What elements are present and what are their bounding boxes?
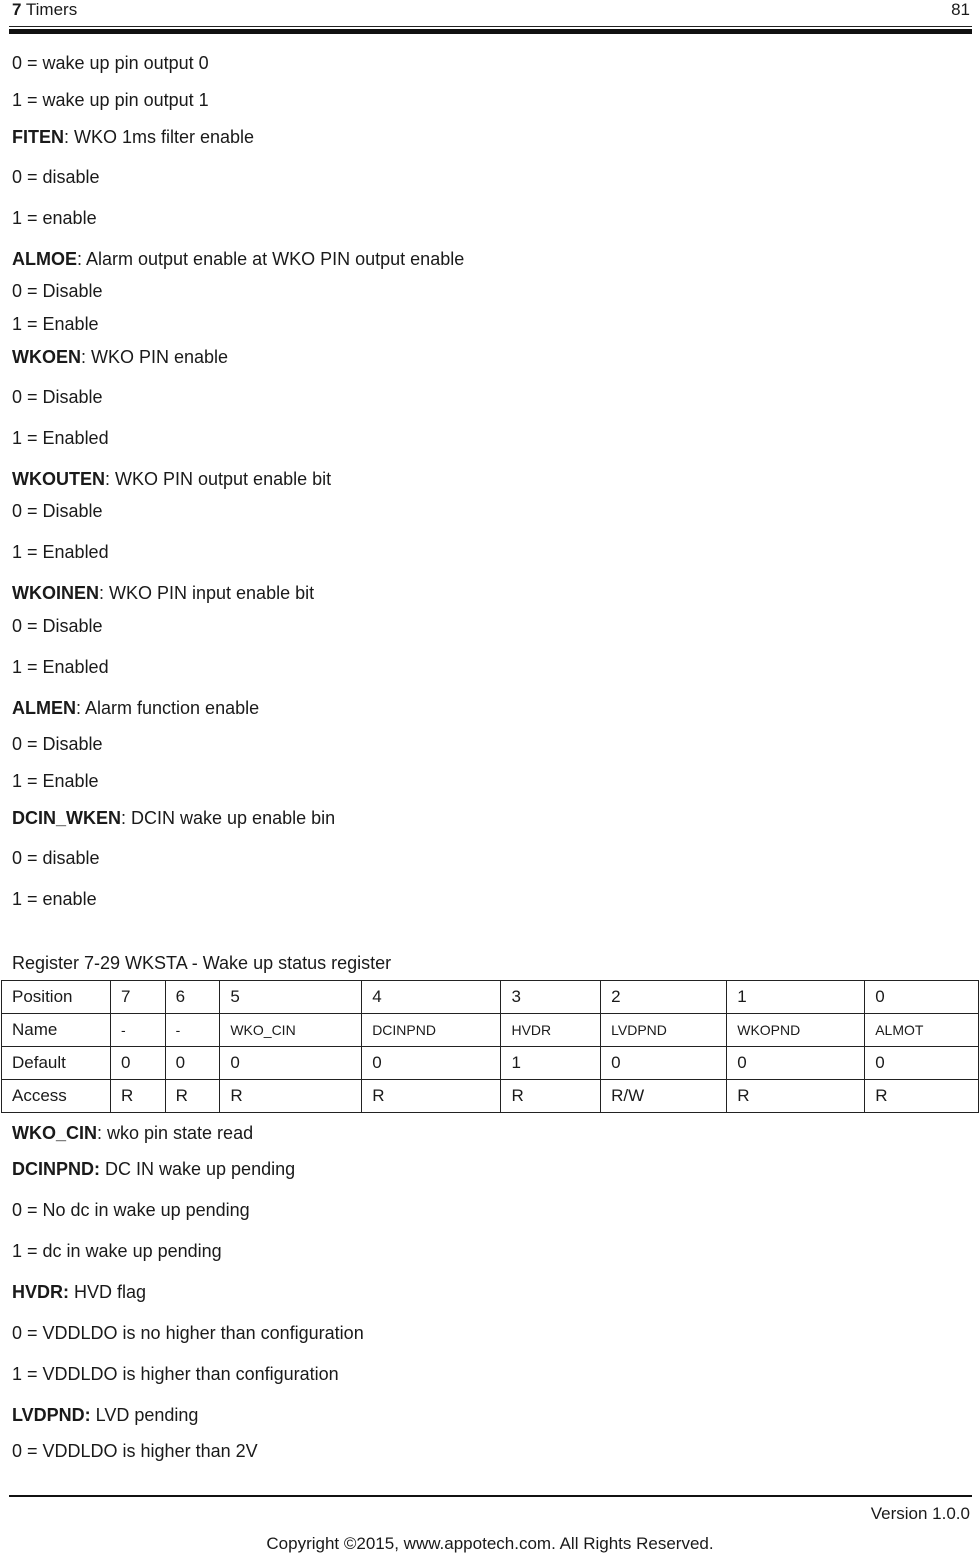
chapter-heading [12, 0, 77, 20]
table-cell: R/W [601, 1080, 727, 1113]
table-cell: 0 [220, 1047, 362, 1080]
table-row-name [2, 1014, 979, 1047]
page-number: 81 [951, 0, 970, 19]
field-line: 0 = wake up pin output 0 [12, 53, 209, 73]
field-line: 0 = Disable [12, 616, 103, 636]
table-cell: 5 [220, 981, 362, 1014]
table-cell: 0 [111, 1047, 166, 1080]
field-line: 1 = wake up pin output 1 [12, 90, 209, 110]
table-cell: Position [2, 981, 111, 1014]
field-line: DCINPND: DC IN wake up pending [12, 1159, 296, 1179]
header-rule-thin [9, 26, 972, 27]
field-line: FITEN: WKO 1ms filter enable [12, 127, 255, 147]
table-cell: 2 [601, 981, 727, 1014]
table-cell: 0 [727, 1047, 865, 1080]
field-line: 0 = Disable [12, 734, 103, 754]
table-cell: LVDPND [601, 1014, 727, 1047]
table-cell: HVDR [501, 1014, 601, 1047]
field-line: WKOEN: WKO PIN enable [12, 347, 229, 367]
chapter-number: 7 [12, 0, 22, 19]
table-cell: R [220, 1080, 362, 1113]
table-cell: 6 [165, 981, 220, 1014]
field-line: 1 = Enabled [12, 542, 109, 562]
field-line: 0 = VDDLDO is higher than 2V [12, 1441, 258, 1461]
field-line: 1 = enable [12, 889, 97, 909]
table-cell: WKOPND [727, 1014, 865, 1047]
field-line: 0 = Disable [12, 281, 103, 301]
table-cell: DCINPND [362, 1014, 501, 1047]
table-cell: R [865, 1080, 979, 1113]
table-cell: 1 [501, 1047, 601, 1080]
table-cell: 1 [727, 981, 865, 1014]
field-line: WKOINEN: WKO PIN input enable bit [12, 583, 315, 603]
table-cell: WKO_CIN [220, 1014, 362, 1047]
field-line: WKOUTEN: WKO PIN output enable bit [12, 469, 332, 489]
field-line: 0 = disable [12, 167, 100, 187]
field-line: LVDPND: LVD pending [12, 1405, 199, 1425]
table-cell: 0 [865, 981, 979, 1014]
field-line: 1 = dc in wake up pending [12, 1241, 222, 1261]
table-cell: R [165, 1080, 220, 1113]
table-row-access [2, 1080, 979, 1113]
field-line: 1 = VDDLDO is higher than configuration [12, 1364, 339, 1384]
table-cell: ALMOT [865, 1014, 979, 1047]
field-line: 0 = No dc in wake up pending [12, 1200, 250, 1220]
copyright-notice: Copyright ©2015, www.appotech.com. All Rights Reserved. [266, 1534, 714, 1553]
version-label: Version 1.0.0 [870, 1504, 970, 1523]
field-line: 0 = VDDLDO is no higher than configuration [12, 1323, 364, 1343]
table-cell: Default [2, 1047, 111, 1080]
table-cell: R [111, 1080, 166, 1113]
register-table [1, 980, 979, 1113]
field-line: 1 = Enable [12, 771, 99, 791]
table-cell: - [111, 1014, 166, 1047]
field-line: 0 = Disable [12, 501, 103, 521]
table-cell: Access [2, 1080, 111, 1113]
field-line: 1 = enable [12, 208, 97, 228]
table-cell: 0 [865, 1047, 979, 1080]
table-cell: Name [2, 1014, 111, 1047]
table-cell: 0 [601, 1047, 727, 1080]
field-line: ALMOE: Alarm output enable at WKO PIN output enable [12, 249, 465, 269]
field-line: 1 = Enable [12, 314, 99, 334]
table-row-position [2, 981, 979, 1014]
table-cell: R [362, 1080, 501, 1113]
table-cell: 7 [111, 981, 166, 1014]
field-line: DCIN_WKEN: DCIN wake up enable bin [12, 808, 336, 828]
table-cell: 0 [362, 1047, 501, 1080]
table-cell: R [727, 1080, 865, 1113]
field-line: WKO_CIN: wko pin state read [12, 1123, 254, 1143]
table-row-default [2, 1047, 979, 1080]
register-caption: Register 7-29 WKSTA - Wake up status register [12, 953, 392, 973]
table-cell: - [165, 1014, 220, 1047]
field-line: 0 = Disable [12, 387, 103, 407]
field-line: 0 = disable [12, 848, 100, 868]
chapter-title: Timers [25, 0, 78, 19]
field-line: ALMEN: Alarm function enable [12, 698, 260, 718]
table-cell: 0 [165, 1047, 220, 1080]
field-line: 1 = Enabled [12, 428, 109, 448]
table-cell: 4 [362, 981, 501, 1014]
table-cell: 3 [501, 981, 601, 1014]
footer-rule [9, 1495, 972, 1497]
header-rule-thick [9, 29, 972, 34]
field-line: 1 = Enabled [12, 657, 109, 677]
table-cell: R [501, 1080, 601, 1113]
field-line: HVDR: HVD flag [12, 1282, 147, 1302]
